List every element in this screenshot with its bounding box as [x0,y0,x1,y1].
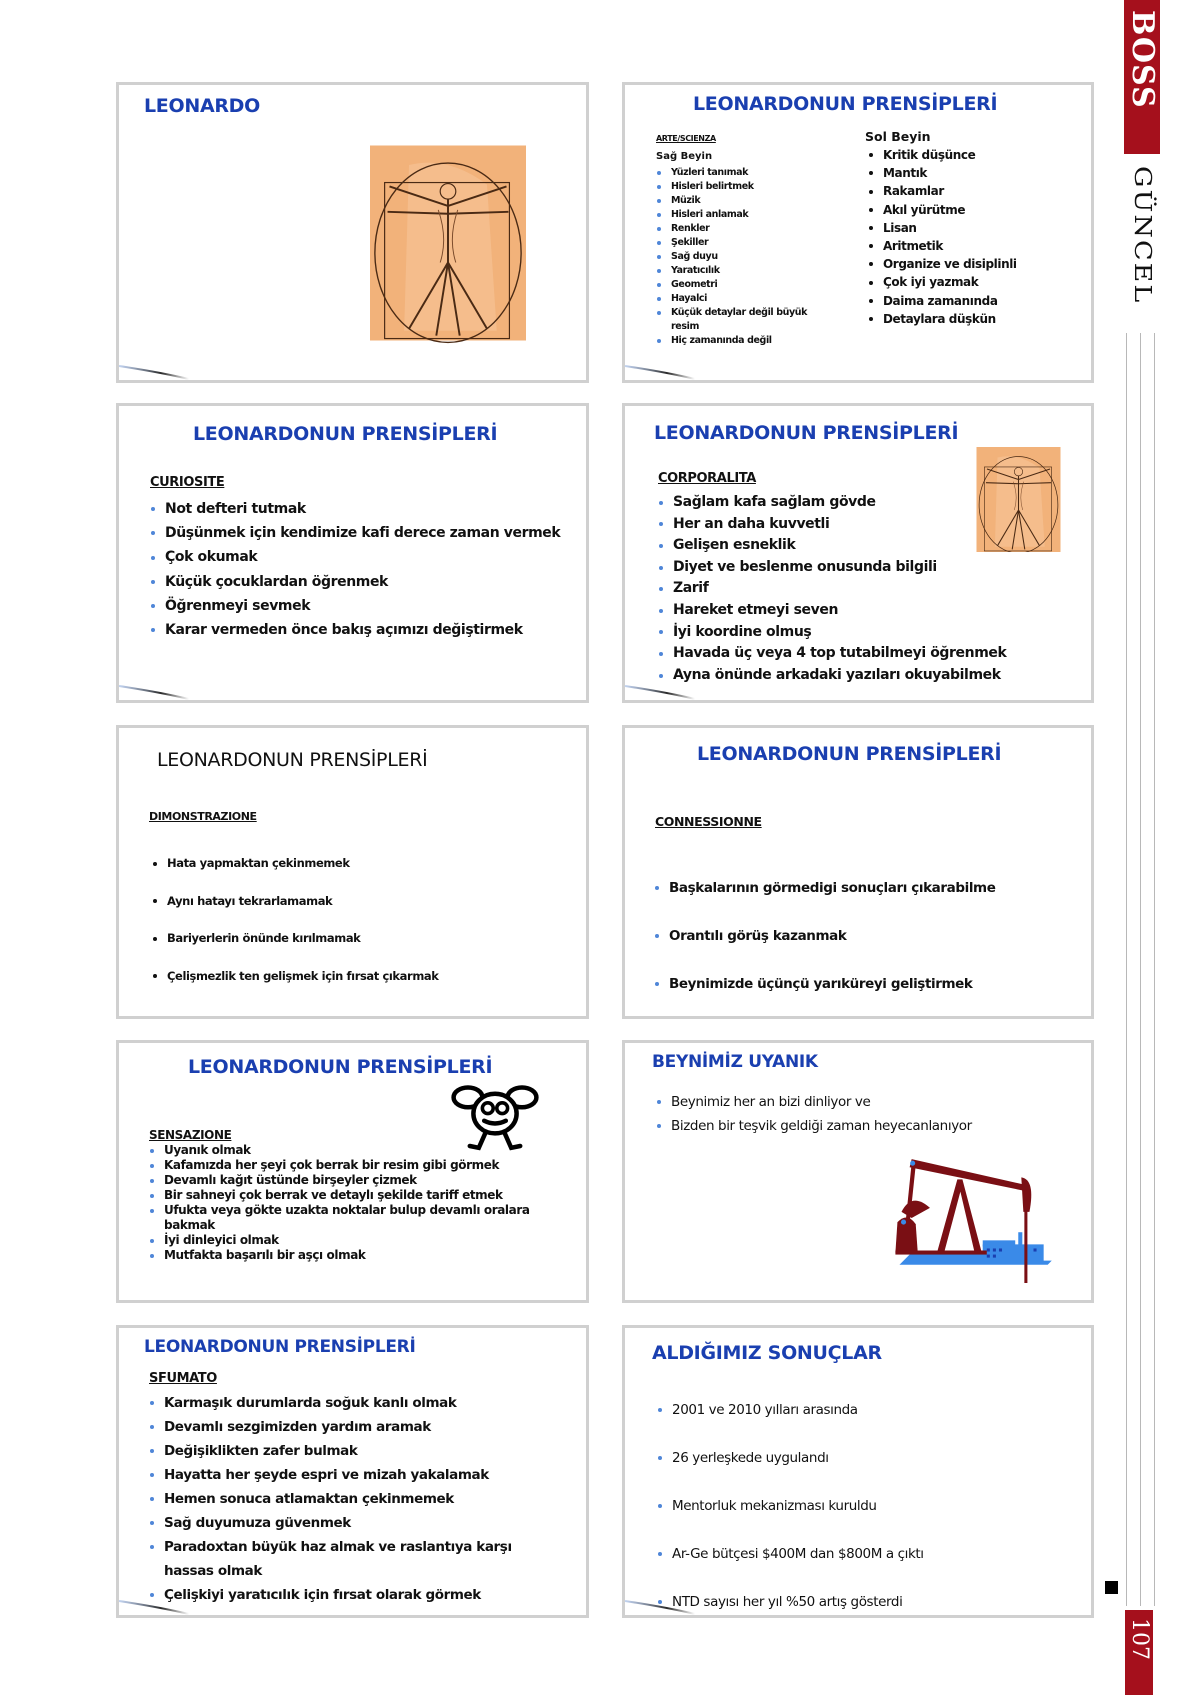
masthead-rule [1154,333,1155,1606]
slide-title: LEONARDONUN PRENSİPLERİ [654,422,959,444]
slide-title: LEONARDONUN PRENSİPLERİ [697,743,1002,765]
list-item: Lisan [868,219,1088,237]
list-item: Geometri [656,278,836,292]
slide-title: LEONARDONUN PRENSİPLERİ [193,423,498,445]
right-brain-list [656,166,836,348]
slide-aldigimiz-sonuclar [622,1325,1094,1618]
list-item: Aynı hatayı tekrarlamamak [152,883,572,921]
slide-title: LEONARDONUN PRENSİPLERİ [157,749,428,771]
list-item: Hayatta her şeyde espri ve mizah yakalamak [149,1463,529,1487]
list-item: Rakamlar [868,182,1088,200]
slide-swoosh-decoration [119,1597,209,1615]
list-item: Her an daha kuvvetli [658,514,1078,536]
list-item: 26 yerleşkede uygulandı [657,1434,1077,1482]
left-brain-list [868,146,1088,328]
section-heading: CORPORALITA [658,471,756,486]
list-item: Küçük detaylar değil büyük resim [656,306,836,334]
list-item: Şekiller [656,236,836,250]
slide-swoosh-decoration [119,682,209,700]
list-item: Ayna önünde arkadaki yazıları okuyabilmek [658,665,1078,687]
list-item: Hemen sonuca atlamaktan çekinmemek [149,1487,529,1511]
list-item: Yaratıcılık [656,264,836,278]
masthead-brand: BOSS [1125,10,1160,109]
slide-swoosh-decoration [625,1597,715,1615]
list-item: Müzik [656,194,836,208]
beynimiz-list [656,1090,1076,1138]
list-item: İyi koordine olmuş [658,622,1078,644]
list-item: İyi dinleyici olmak [149,1233,569,1248]
masthead-section: GÜNCEL [1129,166,1156,305]
section-heading: CURIOSITE [150,475,225,490]
list-item: Karar vermeden önce bakış açımızı değiştirmek [150,618,580,642]
slide-sensazione [116,1040,589,1303]
slide-leonardo [116,82,589,383]
list-item: Uyanık olmak [149,1143,569,1158]
slide-connessionne [622,725,1094,1019]
list-item: Yüzleri tanımak [656,166,836,180]
list-item: Bir sahneyi çok berrak ve detaylı şekilde tariff etmek [149,1188,569,1203]
section-heading: SENSAZIONE [149,1128,232,1142]
list-item: Devamlı sezgimizden yardım aramak [149,1415,529,1439]
list-item: Değişiklikten zafer bulmak [149,1439,529,1463]
slide-arte-scienza [622,82,1094,383]
sonuclar-list [657,1386,1077,1618]
list-item: Beynimizde üçünçü yarıküreyi geliştirmek [654,960,1084,1008]
list-item: Mutfakta başarılı bir aşçı olmak [149,1248,569,1263]
list-item: Akıl yürütme [868,201,1088,219]
list-item: Not defteri tutmak [150,497,580,521]
list-item: Öğrenmeyi sevmek [150,594,580,618]
list-item: 2001 ve 2010 yılları arasında [657,1386,1077,1434]
sensazione-list [149,1143,569,1263]
slide-title: LEONARDONUN PRENSİPLERİ [693,93,998,115]
section-heading: CONNESSIONNE [655,814,762,829]
right-column-heading: Sol Beyin [865,129,931,144]
end-marker-square [1105,1581,1118,1594]
list-item: Başkalarının görmedigi sonuçları çıkarabilme [654,864,1084,912]
list-item: Çok okumak [150,545,580,569]
list-item: Detaylara düşkün [868,310,1088,328]
slide-corporalita [622,403,1094,703]
vitruvian-man-image [370,141,526,345]
slide-title: BEYNİMİZ UYANIK [652,1052,818,1072]
slide-title: ALDIĞIMIZ SONUÇLAR [652,1342,882,1364]
list-item: Devamlı kağıt üstünde birşeyler çizmek [149,1173,569,1188]
connessionne-list [654,864,1084,1008]
list-item: Ar-Ge bütçesi $400M dan $800M a çıktı [657,1530,1077,1578]
dimonstrazione-list [152,845,572,995]
list-item: Aritmetik [868,237,1088,255]
list-item: Çok iyi yazmak [868,273,1088,291]
section-heading: DIMONSTRAZIONE [149,810,257,823]
slide-title: LEONARDO [144,95,260,117]
list-item: Renkler [656,222,836,236]
section-heading: ARTE/SCIENZA [656,134,716,143]
list-item: Zarif [658,578,1078,600]
list-item: Mentorluk mekanizması kuruldu [657,1482,1077,1530]
oil-pumpjack-image [880,1151,1055,1283]
masthead-rule [1126,333,1127,1606]
list-item: Hiç zamanında değil [656,334,836,348]
list-item: Bizden bir teşvik geldiği zaman heyecanlanıyor [656,1114,1076,1138]
slide-swoosh-decoration [625,682,715,700]
list-item: Bariyerlerin önünde kırılmamak [152,920,572,958]
list-item: Organize ve disiplinli [868,255,1088,273]
slide-sfumato [116,1325,589,1618]
left-column-heading: Sağ Beyin [656,151,713,162]
list-item: Düşünmek için kendimize kafi derece zaman vermek [150,521,580,545]
list-item: Karmaşık durumlarda soğuk kanlı olmak [149,1391,529,1415]
list-item: Hayalci [656,292,836,306]
list-item: Ufukta veya gökte uzakta noktalar bulup devamlı oralara bakmak [149,1203,569,1233]
page-number: 107 [1127,1618,1152,1660]
list-item: Orantılı görüş kazanmak [654,912,1084,960]
list-item: Gelişen esneklik [658,535,1078,557]
list-item: Kritik düşünce [868,146,1088,164]
section-heading: SFUMATO [149,1371,217,1386]
slide-curiosite [116,403,589,703]
list-item: Paradoxtan büyük haz almak ve raslantıya karşı hassas olmak [149,1535,529,1583]
slide-swoosh-decoration [625,362,715,380]
list-item: Daima zamanında [868,292,1088,310]
slide-beynimiz-uyanik [622,1040,1094,1303]
sfumato-list [149,1391,529,1607]
masthead-rule [1140,333,1141,1606]
list-item: Mantık [868,164,1088,182]
list-item: Hareket etmeyi seven [658,600,1078,622]
list-item: Beynimiz her an bizi dinliyor ve [656,1090,1076,1114]
slide-title: LEONARDONUN PRENSİPLERİ [144,1337,416,1357]
list-item: Diyet ve beslenme onusunda bilgili [658,557,1078,579]
list-item: Küçük çocuklardan öğrenmek [150,570,580,594]
slide-title: LEONARDONUN PRENSİPLERİ [188,1056,493,1078]
list-item: NTD sayısı her yıl %50 artış gösterdi [657,1578,1077,1618]
slide-dimonstrazione [116,725,589,1019]
curiosite-list [150,497,580,642]
list-item: Hata yapmaktan çekinmemek [152,845,572,883]
list-item: Sağ duyu [656,250,836,264]
list-item: Çelişmezlik ten gelişmek için fırsat çıkarmak [152,958,572,996]
list-item: Kafamızda her şeyi çok berrak bir resim gibi görmek [149,1158,569,1173]
list-item: Havada üç veya 4 top tutabilmeyi öğrenmek [658,643,1078,665]
list-item: Hisleri anlamak [656,208,836,222]
corporalita-list [658,492,1078,686]
list-item: Hisleri belirtmek [656,180,836,194]
list-item: Çelişkiyi yaratıcılık için fırsat olarak görmek [149,1583,529,1607]
list-item: Sağ duyumuza güvenmek [149,1511,529,1535]
list-item: Sağlam kafa sağlam gövde [658,492,1078,514]
slide-swoosh-decoration [119,362,209,380]
